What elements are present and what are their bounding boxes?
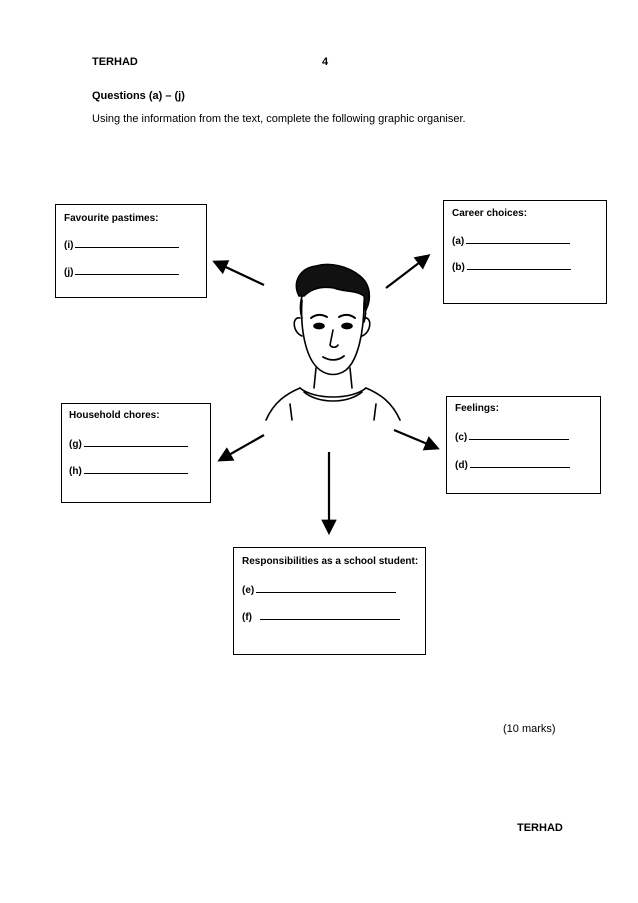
answer-a-line[interactable]: (a) — [452, 234, 570, 247]
answer-i-line[interactable]: (i) — [64, 238, 179, 251]
boy-portrait-icon — [266, 264, 400, 420]
pastimes-title: Favourite pastimes: — [64, 213, 159, 224]
responsibilities-title: Responsibilities as a school student: — [242, 556, 419, 567]
feelings-title: Feelings: — [455, 403, 499, 414]
questions-title: Questions (a) – (j) — [92, 90, 185, 102]
arrow-to-chores — [220, 435, 264, 460]
header-classification: TERHAD — [92, 56, 138, 68]
instruction-text: Using the information from the text, complete the following graphic organiser. — [92, 113, 466, 125]
answer-d-line[interactable]: (d) — [455, 458, 570, 471]
answer-e-line[interactable]: (e) — [242, 583, 396, 596]
answer-f-line[interactable]: (f) — [242, 610, 400, 623]
answer-c-line[interactable]: (c) — [455, 430, 569, 443]
answer-j-line[interactable]: (j) — [64, 265, 179, 278]
answer-b-line[interactable]: (b) — [452, 260, 571, 273]
arrow-to-career — [386, 256, 428, 288]
answer-g-line[interactable]: (g) — [69, 437, 188, 450]
arrow-to-feelings — [394, 430, 437, 448]
arrow-to-pastimes — [215, 262, 264, 285]
marks-label: (10 marks) — [503, 723, 556, 735]
chores-title: Household chores: — [69, 410, 160, 421]
page-number: 4 — [322, 56, 329, 68]
answer-h-line[interactable]: (h) — [69, 464, 188, 477]
career-title: Career choices: — [452, 208, 528, 219]
footer-classification: TERHAD — [517, 822, 563, 834]
